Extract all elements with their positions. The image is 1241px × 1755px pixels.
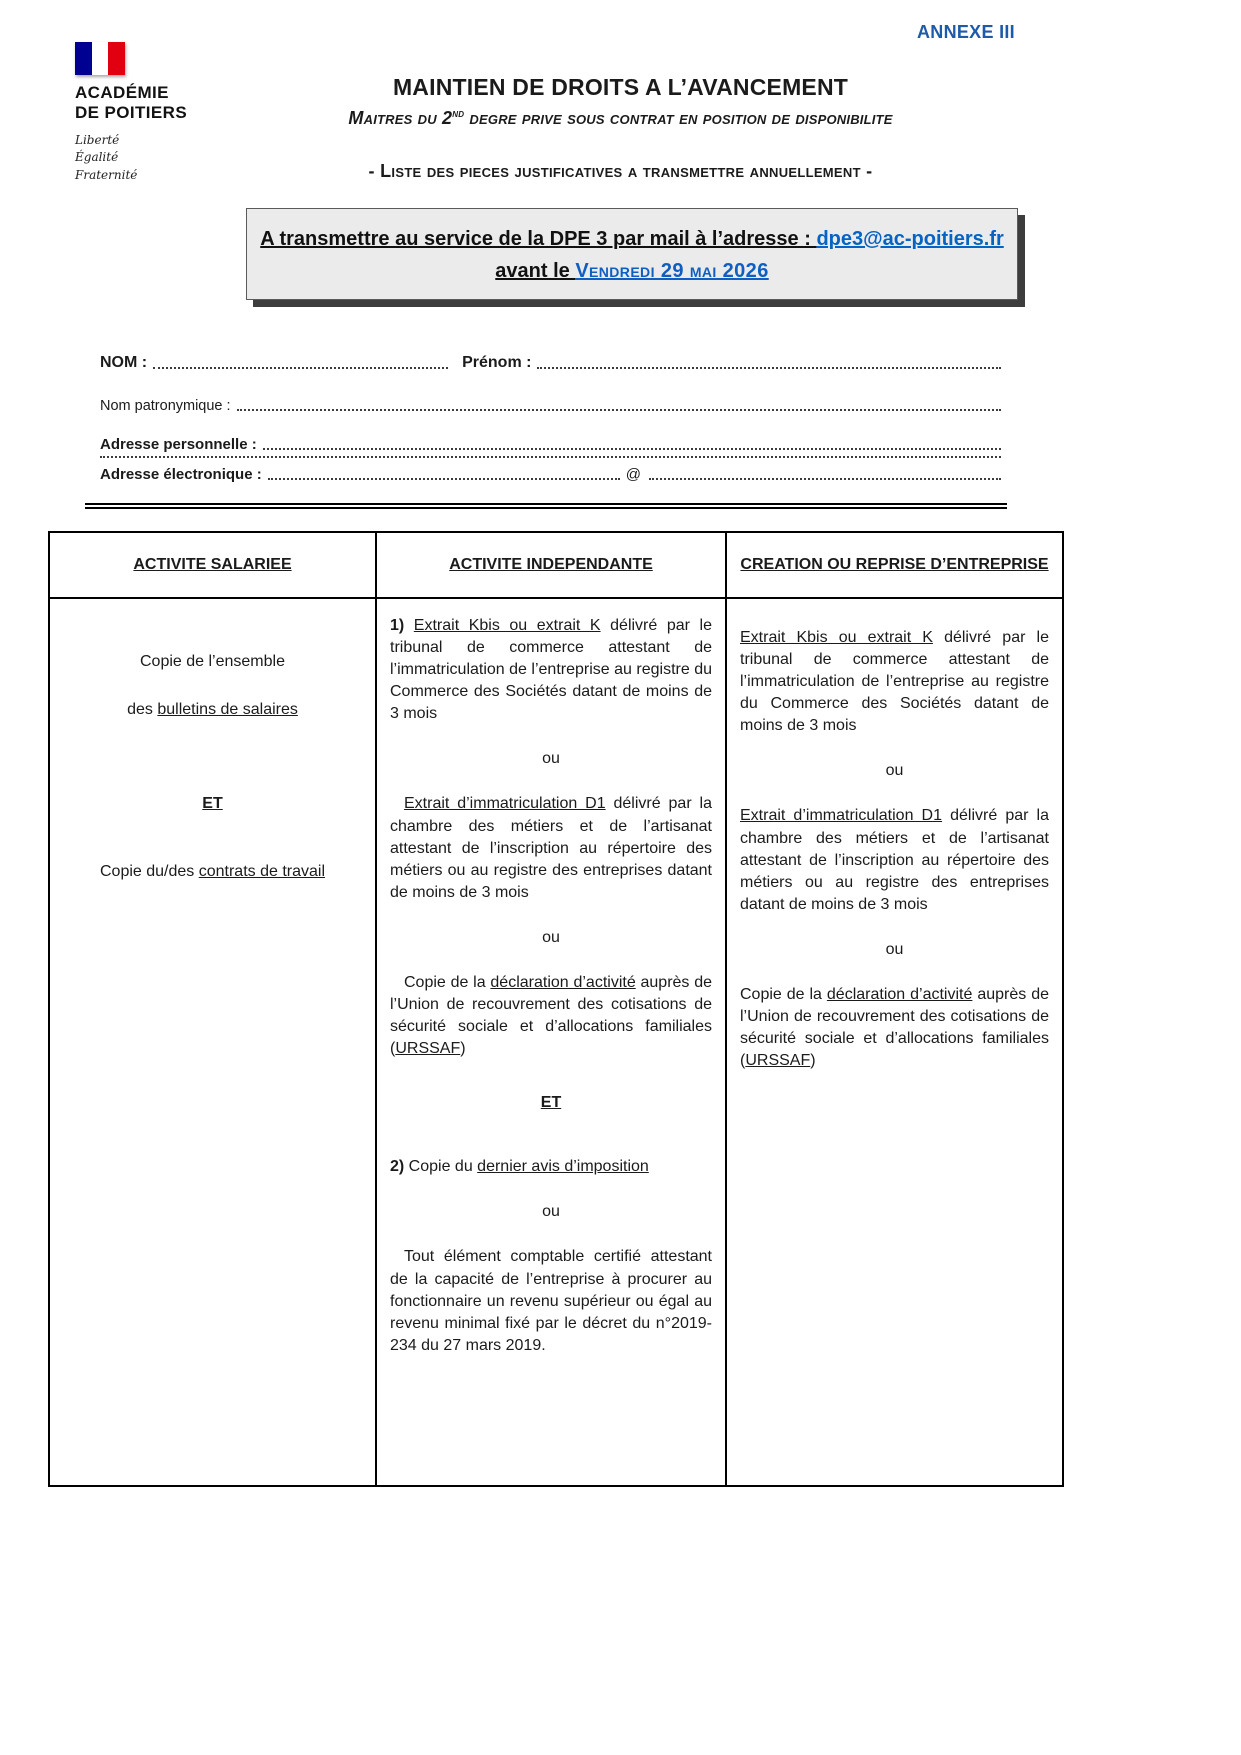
name-row (100, 354, 1005, 372)
email-link[interactable]: dpe3@ac-poitiers.fr (816, 228, 1004, 250)
ou-separator: ou (542, 928, 560, 946)
table-header-row (49, 532, 1063, 598)
paragraph: des bulletins de salaires (127, 701, 298, 719)
notice-line-2-text: avant le (495, 260, 576, 282)
logo-name (75, 83, 245, 123)
prenom-field-line (537, 367, 1001, 369)
logo-name-line2: DE POITIERS (75, 103, 188, 123)
document-subheading: - Liste des pieces justificatives a transmettre annuellement - (368, 161, 873, 181)
at-sign: @ (625, 466, 641, 483)
ou-separator: ou (542, 750, 560, 768)
french-flag-icon (75, 42, 125, 75)
patronymique-label: Nom patronymique : (100, 398, 231, 414)
email-domain-field-line (649, 478, 1001, 480)
et-separator: ET (202, 795, 223, 813)
flag-stripe-white (92, 42, 109, 75)
annexe-label: ANNEXE III (916, 22, 1015, 42)
patronymic-row (100, 398, 1005, 414)
prenom-label: Prénom : (462, 354, 532, 371)
paragraph: Copie du/des contrats de travail (99, 863, 325, 881)
adresse-electronique-label: Adresse électronique : (100, 466, 262, 483)
ou-separator: ou (885, 762, 904, 780)
notice-line-1 (257, 223, 1007, 255)
header-activite-salariee (49, 532, 376, 598)
academie-logo (75, 42, 245, 184)
nom-field-line (153, 367, 448, 369)
adresse-field-line (263, 448, 1001, 450)
flag-stripe-blue (75, 42, 92, 75)
notice-line-2 (257, 255, 1007, 287)
header-creation-entreprise (726, 532, 1063, 598)
header-activite-independante (376, 532, 726, 598)
section-divider (85, 503, 1007, 509)
paragraph: 2) Copie du dernier avis d’imposition (390, 1158, 649, 1176)
motto-line-liberte: Liberté (75, 133, 120, 148)
patronymique-field-line (237, 409, 1001, 411)
table-body-row (49, 598, 1063, 1486)
cell-activite-independante (376, 598, 726, 1486)
email-local-field-line (268, 478, 620, 480)
header-label: CREATION OU REPRISE D’ENTREPRISE (740, 556, 1049, 573)
adresse-continuation-line (100, 456, 1001, 458)
paragraph: Copie de la déclaration d’activité auprès de l’Union de recouvrement des cotisations de sécurité sociale et d’allocations familiales (URSSAF) (390, 973, 713, 1058)
document-title: MAINTIEN DE DROITS A L’AVANCEMENT (392, 74, 849, 100)
paragraph: 1) Extrait Kbis ou extrait K délivré par le tribunal de commerce attestant de l’immatriculation de l’entreprise au registre du Commerce des Sociétés datant de moins de 3 mois (390, 617, 712, 723)
email-row (100, 466, 1005, 483)
address-continuation-row (100, 456, 1005, 461)
paragraph: Tout élément comptable certifié attestant de la capacité de l’entreprise à procurer au fonctionnaire un revenu supérieur ou égal au revenu minimal fixé par le décret du n°2019-234 du 27 mars 2019. (390, 1248, 712, 1354)
cell-creation-entreprise (726, 598, 1063, 1486)
paragraph: Extrait Kbis ou extrait K délivré par le tribunal de commerce attestant de l’immatriculation de l’entreprise au registre du Commerce des Sociétés datant de moins de 3 mois (740, 629, 1049, 735)
transmission-notice-box (246, 208, 1018, 300)
header-label: ACTIVITE INDEPENDANTE (449, 556, 653, 573)
document-subtitle: Maitres du 2nd degre prive sous contrat en position de disponibilite (348, 108, 893, 128)
justificatifs-table (48, 531, 1064, 1487)
logo-motto (75, 132, 245, 184)
logo-name-line1: ACADÉMIE (75, 83, 169, 102)
adresse-label: Adresse personnelle : (100, 436, 257, 453)
header-label: ACTIVITE SALARIEE (133, 556, 292, 573)
paragraph: Copie de l’ensemble (140, 653, 285, 670)
identity-form (100, 354, 1005, 483)
cell-activite-salariee (49, 598, 376, 1486)
et-separator: ET (540, 1094, 562, 1112)
paragraph: Copie de la déclaration d’activité auprès de l’Union de recouvrement des cotisations de sécurité sociale et d’allocations familiales (URSSAF) (740, 985, 1050, 1070)
ou-separator: ou (885, 940, 904, 958)
paragraph: Extrait d’immatriculation D1 délivré par la chambre des métiers et de l’artisanat attestant de l’inscription au répertoire des métiers ou au registre des entreprises datant de moins de 3 mois (740, 807, 1049, 913)
motto-line-egalite: Égalité (75, 150, 119, 165)
ou-separator: ou (542, 1203, 560, 1221)
deadline-date: Vendredi 29 mai 2026 (575, 260, 769, 282)
nom-label: NOM : (100, 354, 148, 371)
motto-line-fraternite: Fraternité (75, 167, 138, 182)
flag-stripe-red (108, 42, 125, 75)
notice-line-1-text: A transmettre au service de la DPE 3 par mail à l’adresse : (260, 228, 817, 250)
paragraph: Extrait d’immatriculation D1 délivré par la chambre des métiers et de l’artisanat attestant de l’inscription au répertoire des métiers ou au registre des entreprises datant de moins de 3 mois (390, 795, 713, 901)
address-row (100, 436, 1005, 453)
